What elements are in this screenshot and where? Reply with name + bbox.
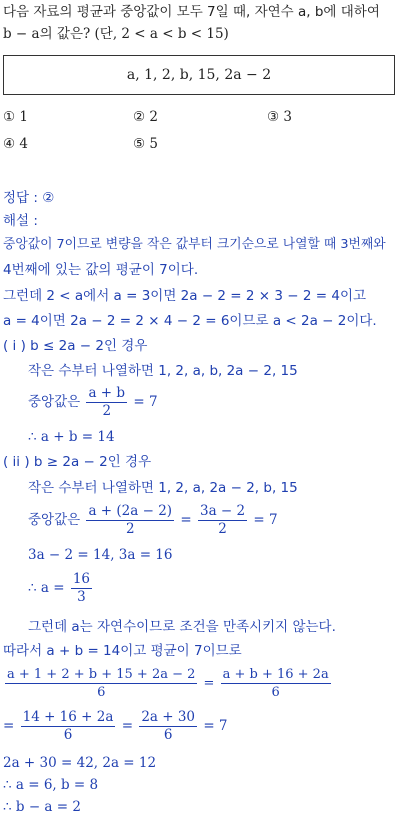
final-step-2: ∴ a = 6, b = 8 (3, 777, 99, 793)
median-label: 중앙값은 (28, 512, 81, 528)
denominator: 2 (218, 520, 227, 537)
choice-number: ⑤ (133, 136, 146, 152)
case-2-order: 작은 수부터 나열하면 1, 2, a, 2a − 2, b, 15 (28, 480, 298, 496)
final-step-3: ∴ b − a = 2 (3, 799, 81, 815)
choice-value: 5 (149, 136, 158, 152)
answer-line: 정답 : ② (3, 190, 55, 206)
data-box: a, 1, 2, b, 15, 2a − 2 (3, 55, 395, 95)
choice-number: ① (3, 109, 16, 125)
median-label: 중앙값은 (28, 394, 81, 410)
question-line-1: 다음 자료의 평균과 중앙값이 모두 7일 때, 자연수 a, b에 대하여 (3, 4, 380, 20)
mean-equation-2 (3, 708, 228, 744)
equals-value: = 7 (133, 394, 158, 410)
fraction (86, 385, 127, 420)
explanation-p2-b: a = 4이면 2a − 2 = 2 × 4 − 2 = 6이므로 a < 2a − 2이다. (3, 313, 377, 329)
choice-value: 1 (19, 109, 28, 125)
choice-number: ③ (267, 109, 280, 125)
explanation-p1-a: 중앙값이 7이므로 변량을 작은 값부터 크기순으로 나열할 때 3번째와 (3, 237, 386, 252)
choice-2[interactable] (133, 107, 158, 127)
denominator: 2 (102, 402, 112, 419)
choice-value: 3 (283, 109, 292, 125)
mean-equation-1 (3, 666, 333, 702)
denominator: 6 (63, 726, 73, 743)
choice-value: 4 (19, 136, 28, 152)
question-line-2: b − a의 값은? (단, 2 < a < b < 15) (3, 26, 229, 42)
fraction (139, 709, 197, 744)
numerator: a + 1 + 2 + b + 15 + 2a − 2 (7, 667, 196, 682)
numerator: a + (2a − 2) (88, 502, 173, 519)
denominator: 6 (97, 685, 106, 700)
case-2-result (28, 570, 94, 606)
fraction (71, 571, 92, 606)
equals-sign: = (121, 718, 134, 734)
numerator: 14 + 16 + 2a (22, 708, 114, 725)
fraction (198, 503, 247, 538)
denominator: 6 (163, 726, 173, 743)
choice-number: ④ (3, 136, 16, 152)
denominator: 2 (125, 520, 135, 537)
case-2-conclusion: 그런데 a는 자연수이므로 조건을 만족시키지 않는다. (28, 619, 336, 635)
case-1-order: 작은 수부터 나열하면 1, 2, a, b, 2a − 2, 15 (28, 363, 298, 379)
case-2-solve: 3a − 2 = 14, 3a = 16 (28, 547, 173, 563)
result-prefix: ∴ a = (28, 580, 65, 596)
explanation-p3: 따라서 a + b = 14이고 평균이 7이므로 (3, 643, 242, 659)
fraction (21, 709, 116, 744)
equals-sign: = (180, 512, 192, 528)
numerator: a + b + 16 + 2a (222, 667, 329, 682)
choice-3[interactable] (267, 107, 292, 127)
final-step-1: 2a + 30 = 42, 2a = 12 (3, 755, 157, 771)
numerator: 3a − 2 (199, 502, 246, 519)
choice-number: ② (133, 109, 146, 125)
explanation-label: 해설 : (3, 213, 38, 229)
case-1-result: ∴ a + b = 14 (28, 429, 115, 445)
case-2-median (28, 502, 278, 538)
case-1-median (28, 384, 158, 420)
case-1-heading: ( i ) b ≤ 2a − 2인 경우 (3, 338, 148, 354)
case-2-heading: ( ii ) b ≥ 2a − 2인 경우 (3, 454, 152, 470)
choice-4[interactable] (3, 134, 28, 154)
numerator: a + b (88, 384, 126, 401)
choice-value: 2 (149, 109, 158, 125)
equals-value: = 7 (203, 718, 228, 734)
explanation-p1-b: 4번째에 있는 값의 평균이 7이다. (3, 262, 199, 278)
numerator: 16 (72, 570, 91, 587)
denominator: 3 (77, 588, 86, 605)
equals-sign: = (203, 676, 215, 691)
equals-sign: = (3, 718, 15, 734)
fraction (5, 666, 197, 701)
choice-1[interactable] (3, 107, 28, 127)
fraction (86, 503, 174, 538)
choice-5[interactable] (133, 134, 158, 154)
numerator: 2a + 30 (141, 708, 196, 725)
fraction (221, 666, 331, 701)
denominator: 6 (271, 685, 280, 700)
explanation-p2-a: 그런데 2 < a에서 a = 3이면 2a − 2 = 2 × 3 − 2 = 4이고 (3, 288, 367, 304)
equals-value: = 7 (253, 512, 278, 528)
